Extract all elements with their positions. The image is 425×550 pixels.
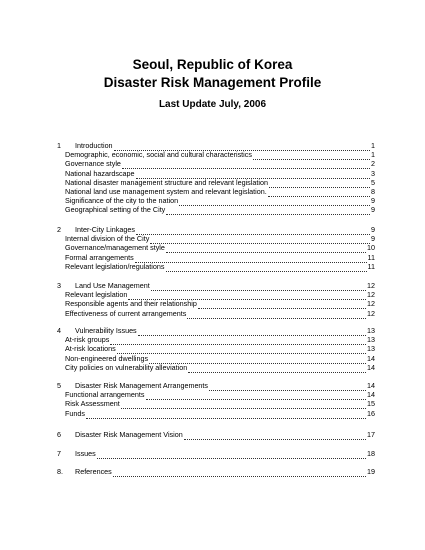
toc-entry-title: At-risk groups [65, 335, 110, 345]
toc-section-number: 7 [57, 449, 61, 458]
toc-page-number: 9 [371, 196, 375, 206]
toc-subsection-entry[interactable] [65, 309, 375, 319]
toc-entry-title: Non-engineered dwellings [65, 353, 149, 363]
toc-page-number: 14 [367, 353, 375, 363]
toc-section-number: 4 [57, 326, 61, 335]
toc-page-number: 13 [367, 326, 375, 335]
toc-section-entry[interactable] [65, 430, 375, 440]
toc-page-number: 14 [367, 381, 375, 390]
toc-section-number: 1 [57, 141, 61, 150]
document-title: Disaster Risk Management Profile [103, 75, 322, 90]
toc-page-number: 12 [367, 290, 375, 300]
toc-entry-title: Land Use Management [75, 281, 150, 290]
toc-page-number: 19 [367, 467, 375, 476]
toc-page-number: 5 [371, 177, 375, 187]
toc-page-number: 9 [371, 225, 375, 234]
toc-page-number: 12 [367, 299, 375, 309]
toc-entry-title: Issues [75, 449, 96, 458]
toc-section-number: 2 [57, 225, 61, 234]
last-update-line: Last Update July, 2006 [158, 99, 267, 110]
toc-entry-title: Relevant legislation/regulations [65, 261, 165, 271]
dot-leader [184, 432, 366, 440]
toc-section-number: 8. [57, 467, 63, 476]
toc-page-number: 12 [367, 308, 375, 318]
dot-leader [188, 365, 366, 373]
toc-entry-title: At-risk locations [65, 344, 116, 354]
toc-page-number: 8 [371, 187, 375, 196]
toc-entry-title: Demographic, economic, social and cultural characteristics [65, 150, 252, 160]
dot-leader [187, 311, 366, 319]
toc-entry-title: Responsible agents and their relationship [65, 299, 197, 309]
toc-entry-title: Geographical setting of the City [65, 205, 166, 215]
toc-section-entry[interactable] [65, 449, 375, 459]
toc-entry-title: Effectiveness of current arrangements [65, 308, 187, 318]
toc-page-number: 10 [367, 243, 375, 253]
toc-page-number: 17 [367, 430, 375, 439]
toc-page-number: 18 [367, 449, 375, 458]
toc-page-number: 9 [371, 234, 375, 244]
toc-page-number: 15 [367, 399, 375, 409]
toc-section-number: 3 [57, 281, 61, 290]
toc-entry-title: Relevant legislation [65, 290, 128, 300]
toc-entry-title: Formal arrangements [65, 252, 134, 262]
toc-entry-title: Disaster Risk Management Vision [75, 430, 183, 439]
toc-entry-title: Functional arrangements [65, 390, 145, 400]
toc-page-number: 13 [367, 335, 375, 345]
toc-entry-title: Introduction [75, 141, 113, 150]
toc-entry-title: Vulnerability Issues [75, 326, 137, 335]
toc-page-number: 16 [367, 408, 375, 418]
toc-entry-title: National land use management system and relevant legislation. [65, 187, 267, 196]
toc-entry-title: Internal division of the City [65, 234, 150, 244]
toc-entry-title: Governance style [65, 159, 121, 169]
toc-subsection-entry[interactable] [65, 262, 375, 272]
toc-subsection-entry[interactable] [65, 409, 375, 419]
toc-entry-title: Significance of the city to the nation [65, 196, 179, 206]
dot-leader [166, 264, 367, 272]
toc-entry-title: National disaster management structure and relevant legislation [65, 177, 268, 187]
toc-entry-title: References [75, 467, 112, 476]
dot-leader [86, 411, 366, 419]
toc-page-number: 9 [371, 205, 375, 215]
dot-leader [166, 207, 370, 215]
dot-leader [97, 451, 366, 459]
toc-entry-title: City policies on vulnerability alleviation [65, 362, 188, 372]
toc-entry-title: Inter-City Linkages [75, 225, 135, 234]
document-title-location: Seoul, Republic of Korea [132, 57, 293, 72]
toc-page-number: 1 [371, 150, 375, 160]
toc-page-number: 12 [367, 281, 375, 290]
toc-page-number: 11 [367, 252, 375, 262]
toc-section-entry[interactable] [65, 467, 375, 477]
toc-entry-title: Disaster Risk Management Arrangements [75, 381, 209, 390]
toc-page-number: 1 [371, 141, 375, 150]
toc-page-number: 11 [367, 261, 375, 271]
toc-section-number: 5 [57, 381, 61, 390]
toc-section-number: 6 [57, 430, 61, 439]
toc-entry-title: Governance/management style [65, 243, 165, 253]
toc-entry-title: National hazardscape [65, 168, 135, 178]
toc-entry-title: Risk Assessment [65, 399, 120, 409]
toc-page-number: 14 [367, 390, 375, 400]
toc-subsection-entry[interactable] [65, 363, 375, 373]
toc-page-number: 2 [371, 159, 375, 169]
toc-page-number: 13 [367, 344, 375, 354]
dot-leader [113, 469, 366, 477]
toc-page-number: 14 [367, 362, 375, 372]
toc-subsection-entry[interactable] [65, 205, 375, 215]
toc-entry-title: Funds [65, 408, 85, 418]
toc-page-number: 3 [371, 168, 375, 178]
